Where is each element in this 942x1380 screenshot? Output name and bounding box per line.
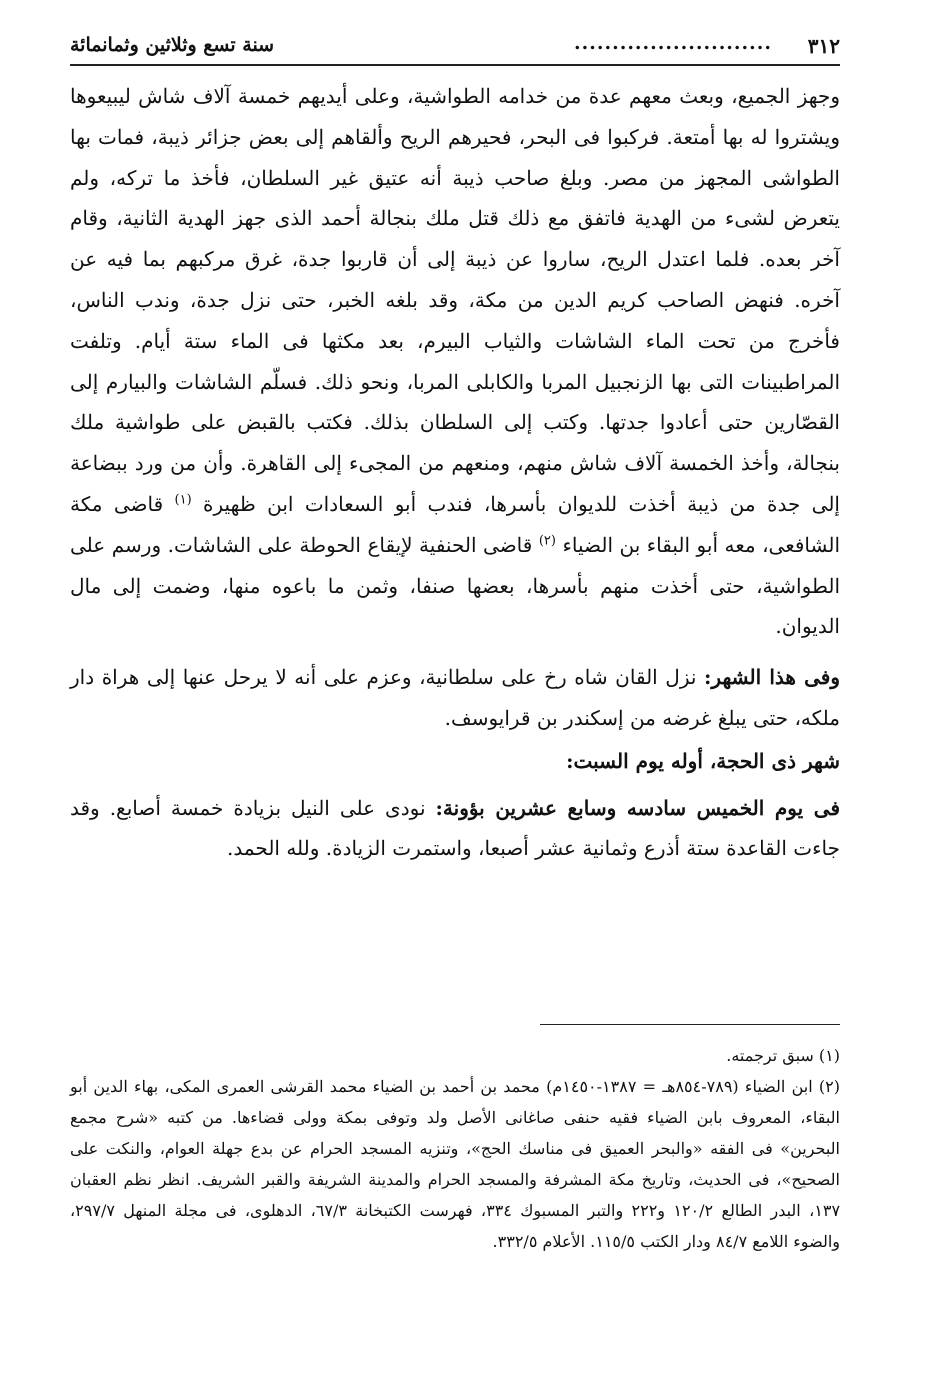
paragraph: [70, 657, 840, 739]
paragraph: [70, 788, 840, 870]
section-heading: شهر ذى الحجة، أوله يوم السبت:: [566, 748, 840, 773]
page-header: [70, 28, 840, 66]
paragraph-text: قاضى مكة الشافعى، معه أبو البقاء بن الضياء: [70, 491, 841, 557]
book-page: [70, 28, 840, 1368]
footnote-divider: [540, 1024, 840, 1025]
footnote-1: (١) سبق ترجمته.: [726, 1046, 840, 1065]
paragraph-text: نودى على النيل بزيادة خمسة أصابع. وقد جاءت القاعدة ستة أذرع وثمانية عشر أصبعا، واستمرت الزيادة. ولله الحمد.: [70, 795, 840, 861]
paragraph-text: وجهز الجميع، وبعث معهم عدة من خدامه الطواشية، وعلى أيديهم خمسة آلاف شاش ليبيعوها ويشتروا له بها أمتعة. فركبوا فى البحر، فحيرهم الريح وألقاهم إلى بعض جزائر ذيبة، فمات بها الطواشى المجهز من مصر. وبلغ صاحب ذيبة أنه عتيق غير السلطان، فأخذ ما تركه، ولم يتعرض لشىء من الهدية فاتفق مع ذلك قتل ملك بنجالة أحمد الذى جهز الهدية الثانية، وقام آخر بعده. فلما اعتدل الريح، ساروا عن ذيبة إلى أن قاربوا جدة، غرق مركبهم بما فيه عن آخره. فنهض الصاحب كريم الدين من مكة، وقد بلغه الخبر، حتى نزل جدة، وندب الناس، فأخرج من تحت الماء الشاشات والثياب البيرم، بعد مكثها فى الماء ستة أيام. وتلفت المراطبينات التى بها الزنجبيل المربا والكابلى المربا، ونحو ذلك. فسلّم الشاشات والبيارم إلى القصّارين حتى أعادوا جدتها. وكتب إلى السلطان بذلك. فكتب بالقبض على طواشية ملك بنجالة، وأخذ الخمسة آلاف شاش منهم، ومنعهم من المجىء إلى القاهرة. وأن من ورد ببضاعة إلى جدة من ذيبة أخذت للديوان بأسرها، فندب أبو السعادات ابن ظهيرة: [70, 84, 840, 516]
running-title: سنة تسع وثلاثين وثمانمائة: [70, 34, 275, 56]
footnote-ref-2[interactable]: (٢): [538, 533, 556, 549]
paragraph-lead: وفى هذا الشهر:: [704, 665, 841, 690]
header-leader-dots: ..........................: [574, 32, 772, 54]
page-number: ٣١٢: [807, 34, 840, 58]
paragraph: [70, 76, 840, 647]
footnote-2: (٢) ابن الضياء (٧٨٩-٨٥٤هـ = ١٣٨٧-١٤٥٠م) محمد بن أحمد بن الضياء محمد القرشى العمرى المكى، بهاء الدين أبو البقاء، المعروف بابن الضياء فقيه حنفى صاغانى الأصل ولد وتوفى بمكة وولى قضاءها. من كتبه «شرح مجمع البحرين» فى الفقه «والبحر العميق فى مناسك الحج»، وتنزيه المسجد الحرام عن بدع جهلة العوام، والنكت على الصحيح»، فى الحديث، وتاريخ مكة المشرفة والمسجد الحرام والمدينة الشريفة والقبر الشريف. انظر نظم العقبان ١٣٧، البدر الطالع ١٢٠/٢ و٢٢٢ والتبر المسبوك ٣٣٤، فهرست الكتبخانة ٦٧/٣، الدهلوى، فى مجلة المنهل ٢٩٧/٧، والضوء اللامع ٨٤/٧ ودار الكتب ١١٥/٥. الأعلام ٣٣٢/٥.: [70, 1077, 841, 1251]
paragraph-text: نزل القان شاه رخ على سلطانية، وعزم على أنه لا يرحل عنها إلى هراة دار ملكه، حتى يبلغ غرضه من إسكندر بن قرايوسف.: [70, 665, 840, 730]
paragraph-lead: فى يوم الخميس سادسه وسابع عشرين بؤونة:: [435, 795, 841, 820]
main-text: [70, 76, 840, 869]
footnotes: [70, 1040, 840, 1257]
paragraph-text: قاضى الحنفية لإيقاع الحوطة على الشاشات. ورسم على الطواشية، حتى أخذت منهم بأسرها، بعضها صنفا، وثمن ما باعوه منها، وضمت إلى مال الديوان.: [70, 532, 840, 639]
footnote-ref-1[interactable]: (١): [174, 492, 192, 508]
